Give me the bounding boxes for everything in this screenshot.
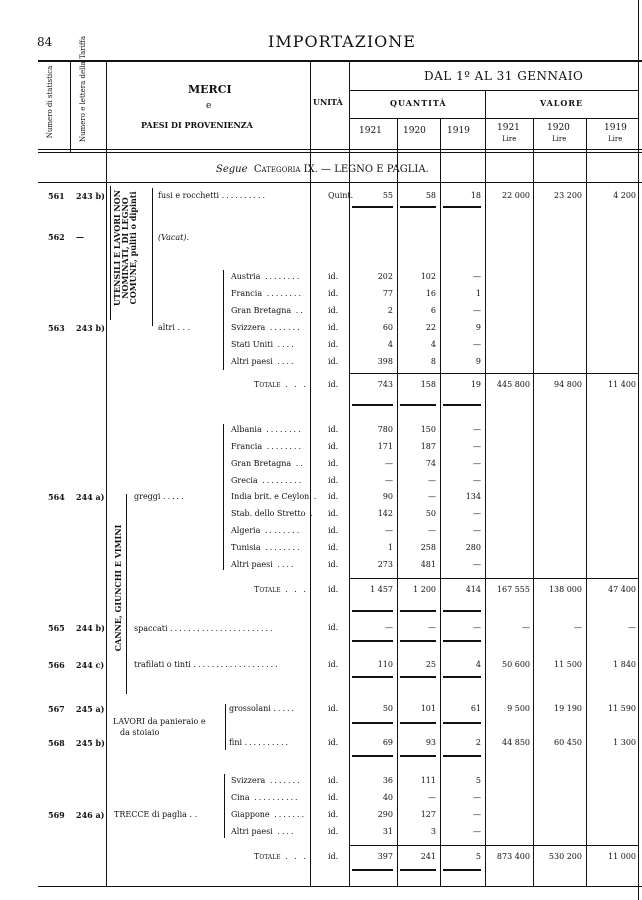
merci-header: MERCI	[188, 83, 232, 96]
row-country: Giappone .......	[231, 810, 307, 819]
row-quantity: 50	[382, 704, 393, 713]
row-value: 11 400	[608, 380, 636, 389]
unita-header: UNITÀ	[313, 97, 343, 107]
valore-header: VALORE	[540, 98, 584, 108]
row-country: Austria ........	[231, 272, 302, 281]
row-unit: id.	[328, 852, 339, 861]
row-country: Algeria ........	[231, 526, 302, 535]
row-value: —	[522, 623, 530, 632]
row-tariffa: 246 a)	[76, 810, 105, 820]
row-tariffa: 243 b)	[76, 323, 105, 333]
row-country: Tunisia ........	[231, 543, 302, 552]
row-quantity: —	[473, 560, 481, 569]
row-quantity: 127	[420, 810, 436, 819]
row-quantity: 60	[382, 323, 393, 332]
row-quantity: 142	[377, 509, 393, 518]
label-altri: altri . . .	[158, 323, 191, 332]
row-quantity: 743	[377, 380, 393, 389]
row-quantity: 481	[420, 560, 436, 569]
row-quantity: —	[428, 476, 436, 485]
row-unit: id.	[328, 357, 339, 366]
row-statistica-number: 567	[48, 704, 65, 714]
row-quantity: 74	[425, 459, 436, 468]
row-unit: id.	[328, 623, 339, 632]
row-value: 11 590	[608, 704, 636, 713]
row-quantity: 93	[425, 738, 436, 747]
row-quantity: 6	[430, 306, 436, 315]
row-unit: id.	[328, 526, 339, 535]
label-lavori-2: da stoiaio	[120, 728, 160, 737]
row-value: 4 200	[613, 191, 636, 200]
row-tariffa: —	[76, 232, 84, 242]
row-quantity: 187	[420, 442, 436, 451]
row-value: 47 400	[608, 585, 636, 594]
row-country: Albania ........	[231, 425, 303, 434]
row-value: 44 850	[502, 738, 530, 747]
row-quantity: 50	[425, 509, 436, 518]
row-total-label: Totale . . .	[254, 852, 308, 861]
row-country: Svizzera .......	[231, 776, 302, 785]
row-country: India brit. e Ceylon .	[231, 492, 319, 501]
row-quantity: 150	[420, 425, 436, 434]
row-quantity: —	[428, 623, 436, 632]
row-quantity: —	[428, 492, 436, 501]
label-lavori-1: LAVORI da panieraio e	[113, 717, 206, 726]
row-value: 445 800	[496, 380, 530, 389]
row-tariffa: 245 b)	[76, 738, 105, 748]
row-unit: id.	[328, 585, 339, 594]
row-quantity: 8	[430, 357, 436, 366]
row-quantity: 36	[382, 776, 393, 785]
row-statistica-number: 563	[48, 323, 65, 333]
row-unit: id.	[328, 272, 339, 281]
row-value: 1 300	[613, 738, 636, 747]
row-unit: id.	[328, 442, 339, 451]
label-trafilati: trafilati o tinti ...................	[134, 660, 280, 669]
label-spaccati: spaccati .......................	[134, 624, 275, 633]
segue-prefix: Segue	[216, 164, 248, 175]
row-quantity: 4	[475, 660, 481, 669]
row-quantity: 102	[420, 272, 436, 281]
row-statistica-number: 561	[48, 191, 65, 201]
label-fini: fini ..........	[229, 738, 291, 747]
row-quantity: 40	[382, 793, 393, 802]
row-tariffa: 244 a)	[76, 492, 105, 502]
label-trecce: TRECCE di paglia . .	[114, 810, 198, 819]
row-quantity: —	[473, 340, 481, 349]
row-value: 19 190	[554, 704, 582, 713]
period-header: DAL 1º AL 31 GENNAIO	[424, 69, 584, 83]
row-country: Svizzera .......	[231, 323, 302, 332]
row-statistica-number: 566	[48, 660, 65, 670]
group-utensili: UTENSILI E LAVORI NON NOMINATI, DI LEGNO COMUNE, puliti o dipinti	[112, 190, 138, 306]
row-quantity: 77	[382, 289, 393, 298]
year-v-1919: 1919	[604, 123, 627, 133]
row-unit: id.	[328, 323, 339, 332]
row-value: —	[574, 623, 582, 632]
row-unit: id.	[328, 289, 339, 298]
row-unit: id.	[328, 459, 339, 468]
row-quantity: 9	[475, 323, 481, 332]
year-q-1919: 1919	[447, 126, 470, 136]
label-vacat: (Vacat).	[158, 233, 190, 242]
row-quantity: —	[473, 476, 481, 485]
row-quantity: 111	[420, 776, 436, 785]
row-value: 11 000	[608, 852, 636, 861]
row-quantity: 2	[475, 738, 481, 747]
row-value: 873 400	[496, 852, 530, 861]
row-quantity: —	[385, 623, 393, 632]
row-quantity: 1	[387, 543, 393, 552]
row-unit: id.	[328, 660, 339, 669]
row-quantity: 202	[377, 272, 393, 281]
page-title: IMPORTAZIONE	[268, 32, 416, 51]
row-quantity: 1	[475, 289, 481, 298]
quantita-header: QUANTITÀ	[390, 98, 447, 108]
row-value: 60 450	[554, 738, 582, 747]
label-fusi: fusi e rocchetti ..........	[158, 191, 268, 200]
row-quantity: 1 200	[413, 585, 436, 594]
row-quantity: 101	[420, 704, 436, 713]
row-quantity: 4	[387, 340, 393, 349]
row-country: Gran Bretagna ..	[231, 459, 305, 468]
col-statistica-header: Numero di statistica	[46, 65, 54, 139]
row-value: 23 200	[554, 191, 582, 200]
row-tariffa: 244 b)	[76, 623, 105, 633]
row-country: Altri paesi ....	[231, 357, 296, 366]
label-grossolani: grossolani .....	[229, 704, 297, 713]
row-statistica-number: 562	[48, 232, 65, 242]
row-quantity: 5	[475, 852, 481, 861]
row-quantity: 31	[382, 827, 393, 836]
row-quantity: —	[428, 526, 436, 535]
row-value: 11 500	[554, 660, 582, 669]
row-quantity: —	[473, 810, 481, 819]
row-total-label: Totale . . .	[254, 380, 308, 389]
row-quantity: 158	[420, 380, 436, 389]
row-quantity: 280	[465, 543, 481, 552]
label-greggi: greggi .....	[134, 492, 186, 501]
row-quantity: 2	[387, 306, 393, 315]
row-quantity: —	[473, 272, 481, 281]
row-country: Gran Bretagna ..	[231, 306, 305, 315]
row-unit: id.	[328, 492, 339, 501]
row-value: 9 500	[507, 704, 530, 713]
row-quantity: 61	[470, 704, 481, 713]
row-value: 1 840	[613, 660, 636, 669]
row-quantity: —	[385, 476, 393, 485]
row-quantity: 241	[420, 852, 436, 861]
row-statistica-number: 568	[48, 738, 65, 748]
row-unit: id.	[328, 476, 339, 485]
row-unit: id.	[328, 560, 339, 569]
row-statistica-number: 564	[48, 492, 65, 502]
row-quantity: —	[473, 306, 481, 315]
row-country: Stati Uniti ....	[231, 340, 296, 349]
paesi-header: PAESI DI PROVENIENZA	[141, 120, 253, 130]
row-quantity: 134	[465, 492, 481, 501]
row-unit: id.	[328, 776, 339, 785]
row-unit: id.	[328, 793, 339, 802]
row-value: —	[628, 623, 636, 632]
row-tariffa: 245 a)	[76, 704, 105, 714]
row-country: Altri paesi ....	[231, 560, 296, 569]
row-quantity: 414	[465, 585, 481, 594]
row-quantity: —	[473, 827, 481, 836]
row-unit: id.	[328, 827, 339, 836]
year-v-1921: 1921	[497, 123, 520, 133]
row-quantity: 9	[475, 357, 481, 366]
row-country: Grecia .........	[231, 476, 304, 485]
lire-1919: Lire	[608, 135, 623, 143]
e-header: e	[206, 101, 212, 111]
row-quantity: —	[473, 425, 481, 434]
row-tariffa: 244 c)	[76, 660, 105, 670]
row-quantity: 171	[377, 442, 393, 451]
row-quantity: 110	[377, 660, 393, 669]
row-quantity: —	[385, 526, 393, 535]
row-unit: Quint.	[328, 191, 354, 200]
row-value: 50 600	[502, 660, 530, 669]
row-quantity: 273	[377, 560, 393, 569]
row-unit: id.	[328, 704, 339, 713]
row-value: 94 800	[554, 380, 582, 389]
lire-1921: Lire	[502, 135, 517, 143]
group-canne: CANNE, GIUNCHI E VIMINI	[113, 524, 123, 652]
row-unit: id.	[328, 340, 339, 349]
row-unit: id.	[328, 509, 339, 518]
row-quantity: 22	[425, 323, 436, 332]
row-quantity: 58	[425, 191, 436, 200]
row-quantity: 3	[430, 827, 436, 836]
row-quantity: 398	[377, 357, 393, 366]
row-country: Stab. dello Stretto .	[231, 509, 315, 518]
row-quantity: 4	[430, 340, 436, 349]
row-quantity: 397	[377, 852, 393, 861]
row-quantity: —	[473, 509, 481, 518]
year-q-1921: 1921	[359, 126, 382, 136]
row-quantity: 69	[382, 738, 393, 747]
row-quantity: 16	[425, 289, 436, 298]
row-statistica-number: 565	[48, 623, 65, 633]
col-tariffa-header: Numero e lettera della Tariffa	[79, 36, 87, 142]
year-q-1920: 1920	[403, 126, 426, 136]
row-quantity: 258	[420, 543, 436, 552]
row-quantity: —	[428, 793, 436, 802]
row-quantity: 1 457	[370, 585, 393, 594]
row-country: Francia ........	[231, 442, 303, 451]
page-number: 84	[37, 35, 53, 49]
row-country: Altri paesi ....	[231, 827, 296, 836]
segue-line	[216, 165, 429, 175]
row-value: 167 555	[496, 585, 530, 594]
row-country: Francia ........	[231, 289, 303, 298]
row-quantity: —	[385, 459, 393, 468]
row-quantity: —	[473, 793, 481, 802]
row-quantity: —	[473, 526, 481, 535]
row-total-label: Totale . . .	[254, 585, 308, 594]
row-quantity: —	[473, 459, 481, 468]
row-quantity: —	[473, 442, 481, 451]
row-value: 530 200	[548, 852, 582, 861]
row-value: 138 000	[548, 585, 582, 594]
row-tariffa: 243 b)	[76, 191, 105, 201]
row-quantity: 780	[377, 425, 393, 434]
year-v-1920: 1920	[547, 123, 570, 133]
row-quantity: 25	[425, 660, 436, 669]
row-country: Cina ..........	[231, 793, 300, 802]
row-unit: id.	[328, 810, 339, 819]
segue-category: Categoria IX. — LEGNO E PAGLIA.	[253, 164, 429, 175]
row-value: 22 000	[502, 191, 530, 200]
row-unit: id.	[328, 380, 339, 389]
row-unit: id.	[328, 306, 339, 315]
row-unit: id.	[328, 738, 339, 747]
row-quantity: 290	[377, 810, 393, 819]
row-quantity: 55	[382, 191, 393, 200]
row-quantity: —	[473, 623, 481, 632]
row-statistica-number: 569	[48, 810, 65, 820]
row-quantity: 18	[470, 191, 481, 200]
row-quantity: 19	[470, 380, 481, 389]
lire-1920: Lire	[552, 135, 567, 143]
row-unit: id.	[328, 543, 339, 552]
row-unit: id.	[328, 425, 339, 434]
row-quantity: 5	[475, 776, 481, 785]
row-quantity: 90	[382, 492, 393, 501]
